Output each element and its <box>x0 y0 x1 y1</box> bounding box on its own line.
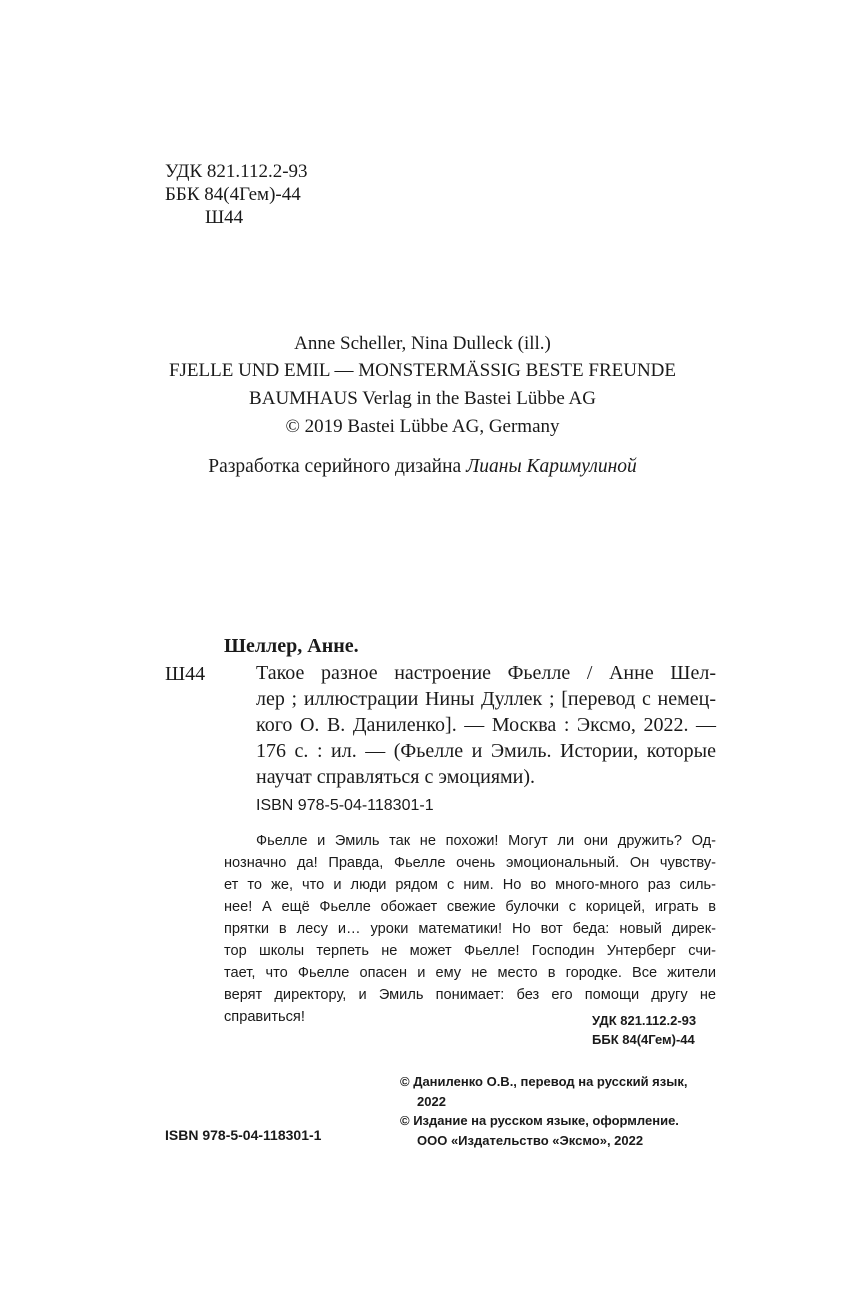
annotation <box>224 830 716 1028</box>
record-line: научат справляться с эмоциями). <box>256 766 536 788</box>
bbk-code-bottom: ББК 84(4Гем)-44 <box>592 1032 695 1047</box>
classification-top <box>165 160 308 229</box>
record-isbn: ISBN 978-5-04-118301-1 <box>256 797 434 814</box>
design-credit <box>0 456 845 478</box>
copyright-publisher: ООО «Издательство «Эксмо», 2022 <box>417 1132 644 1148</box>
annotation-line: прятки в лесу и… уроки математики! Но вот беда: новый дирек- <box>224 921 716 937</box>
annotation-line: справиться! <box>224 1009 305 1025</box>
isbn-bottom: ISBN 978-5-04-118301-1 <box>165 1127 322 1143</box>
annotation-line: верят директору, и Эмиль понимает: без его помощи другу не <box>224 987 716 1003</box>
record-cutter: Ш44 <box>165 663 206 685</box>
annotation-line: нозначно да! Правда, Фьелле очень эмоциональный. Он чувству- <box>224 855 716 871</box>
record-line: кого О. В. Даниленко]. — Москва : Эксмо, 2022. — <box>256 714 716 736</box>
classification-bottom <box>592 1011 696 1049</box>
annotation-line: ет то же, что и люди рядом с ним. Но во много-много раз силь- <box>224 877 716 893</box>
record-author: Шеллер, Анне. <box>224 635 359 657</box>
original-title: FJELLE UND EMIL — MONSTERMÄSSIG BESTE FREUNDE <box>168 360 677 381</box>
annotation-line: нее! А ещё Фьелле обожает свежие булочки с корицей, играть в <box>224 899 716 915</box>
original-authors: Anne Scheller, Nina Dulleck (ill.) <box>294 333 551 354</box>
record-line: 176 с. : ил. — (Фьелле и Эмиль. Истории, которые <box>256 740 716 762</box>
annotation-line: тор школы терпеть не может Фьелле! Господин Унтерберг счи- <box>224 943 716 959</box>
cutter-code: Ш44 <box>205 207 244 228</box>
original-edition <box>0 330 845 441</box>
record-line: Такое разное настроение Фьелле / Анне Шел- <box>256 662 716 684</box>
udk-code: УДК 821.112.2-93 <box>165 161 308 182</box>
design-credit-name: Лианы Каримулиной <box>466 456 637 477</box>
annotation-line: Фьелле и Эмиль так не похожи! Могут ли они дружить? Од- <box>256 833 716 849</box>
annotation-line: тает, что Фьелле опасен и ему не место в городке. Все жители <box>224 965 716 981</box>
record-line: лер ; иллюстрации Нины Дуллек ; [перевод с немец- <box>256 688 716 710</box>
bbk-code: ББК 84(4Гем)-44 <box>165 184 301 205</box>
original-publisher: BAUMHAUS Verlag in the Bastei Lübbe AG <box>249 388 596 409</box>
design-credit-text: Разработка серийного дизайна <box>208 456 467 477</box>
copyright-block <box>400 1072 687 1150</box>
copyright-translation: © Даниленко О.В., перевод на русский язык, <box>400 1074 688 1089</box>
copyright-edition: © Издание на русском языке, оформление. <box>400 1113 679 1128</box>
udk-code-bottom: УДК 821.112.2-93 <box>592 1013 697 1028</box>
copyright-translation-year: 2022 <box>417 1093 446 1109</box>
original-copyright: © 2019 Bastei Lübbe AG, Germany <box>285 416 560 437</box>
bibliographic-record <box>256 660 716 790</box>
